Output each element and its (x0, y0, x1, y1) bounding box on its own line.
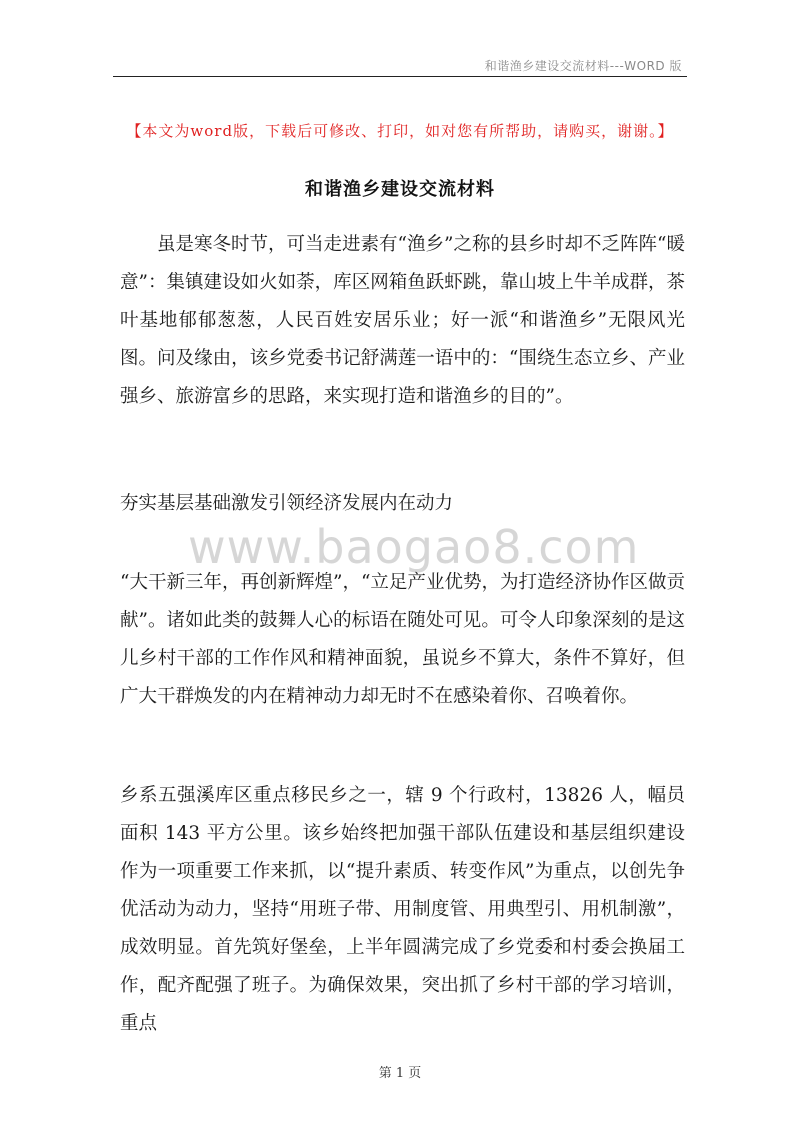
section-heading: 夯实基层基础激发引领经济发展内在动力 (120, 493, 454, 514)
paragraph-intro: 虽是寒冬时节，可当走进素有“渔乡”之称的县乡时却不乏阵阵“暖意”：集镇建设如火如荼，库区网箱鱼跃虾跳，靠山坡上牛羊成群，茶叶基地郁郁葱葱，人民百姓安居乐业；好一派“和谐渔乡”无限风光图。问及缘由，该乡党委书记舒满莲一语中的：“围绕生态立乡、产业强乡、旅游富乡的思路，来实现打造和谐渔乡的目的”。 (120, 234, 685, 407)
page-number: 第 1 页 (378, 1066, 422, 1081)
purchase-notice: 【本文为word版，下载后可修改、打印，如对您有所帮助，请购买，谢谢。】 (126, 122, 674, 140)
running-header: 和谐渔乡建设交流材料---WORD 版 (484, 59, 682, 73)
watermark: www.baogao8.com (188, 520, 640, 574)
document-title: 和谐渔乡建设交流材料 (305, 179, 495, 200)
paragraph-slogans: “大干新三年，再创新辉煌”，“立足产业优势，为打造经济协作区做贡献”。诸如此类的鼓舞人心的标语在随处可见。可令人印象深刻的是这儿乡村干部的工作作风和精神面貌，虽说乡不算大，条件不算好，但广大干群焕发的内在精神动力却无时不在感染着你、召唤着你。 (120, 572, 685, 707)
header-divider (113, 76, 687, 77)
paragraph-township: 乡系五强溪库区重点移民乡之一，辖 9 个行政村，13826 人，幅员面积 143 平方公里。该乡始终把加强干部队伍建设和基层组织建设作为一项重要工作来抓，以“提升素质、转变作风”为重点，以创先争优活动为动力，坚持“用班子带、用制度管、用典型引、用机制激”，成效明显。首先筑好堡垒，上半年圆满完成了乡党委和村委会换届工作，配齐配强了班子。为确保效果，突出抓了乡村干部的学习培训，重点 (120, 785, 685, 1034)
